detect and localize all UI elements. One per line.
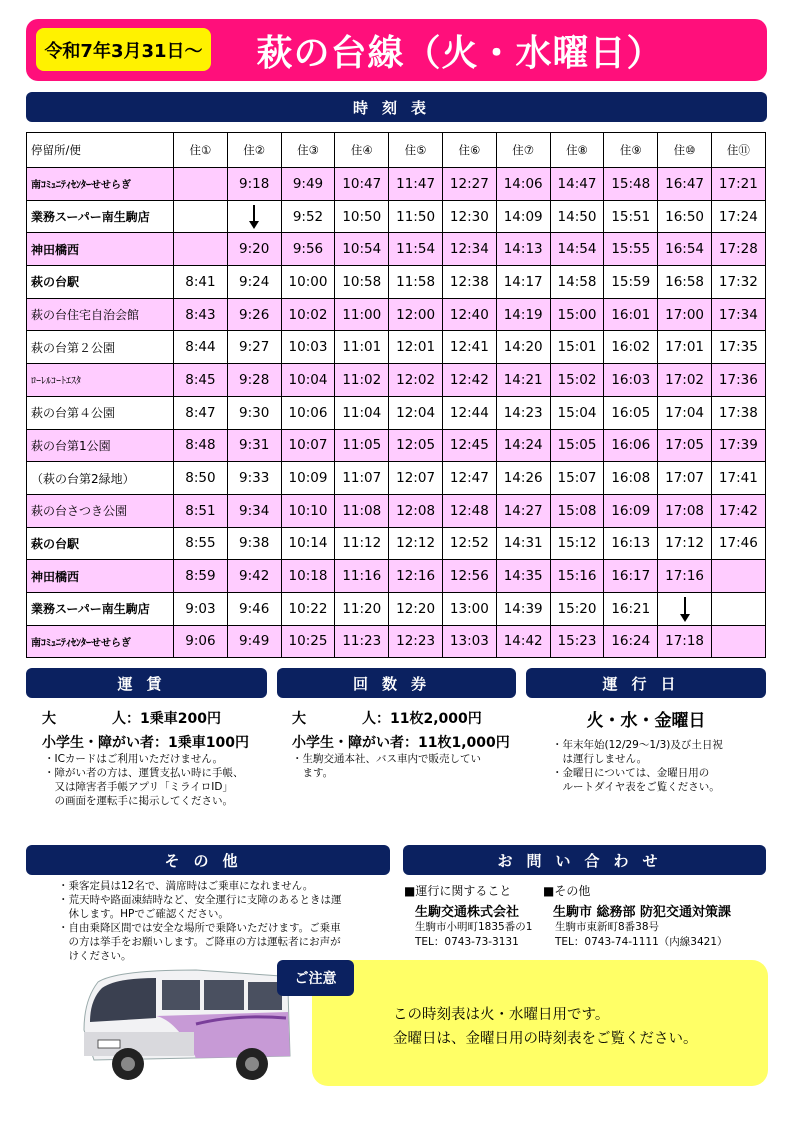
departure-time: 12:20	[389, 592, 443, 625]
timetable-row	[27, 331, 766, 364]
departure-time: 12:56	[442, 560, 496, 593]
departure-time: 10:03	[281, 331, 335, 364]
contact-operation-company: 生駒交通株式会社	[415, 905, 520, 920]
trip-header: 住①	[174, 133, 228, 168]
departure-time: 10:58	[335, 266, 389, 299]
departure-time: 16:08	[604, 462, 658, 495]
departure-time: 15:05	[550, 429, 604, 462]
departure-time: 17:16	[658, 560, 712, 593]
timetable-row	[27, 429, 766, 462]
departure-time: 12:12	[389, 527, 443, 560]
departure-time: 16:06	[604, 429, 658, 462]
contact-other-tel: TEL：0743-74-1111（内線3421）	[555, 936, 728, 948]
departure-time: 14:21	[496, 364, 550, 397]
departure-time: 9:49	[227, 625, 281, 658]
departure-time: 11:58	[389, 266, 443, 299]
departure-time: 10:02	[281, 298, 335, 331]
departure-time: 11:54	[389, 233, 443, 266]
departure-time: 11:20	[335, 592, 389, 625]
departure-time	[711, 560, 765, 593]
contact-operation-address: 生駒市小明町1835番の1	[415, 921, 533, 933]
departure-time: 12:52	[442, 527, 496, 560]
fare-adult	[42, 708, 221, 728]
departure-time: 17:34	[711, 298, 765, 331]
departure-time: 14:54	[550, 233, 604, 266]
departure-time: 9:56	[281, 233, 335, 266]
timetable-row	[27, 494, 766, 527]
departure-time: 9:52	[281, 200, 335, 233]
departure-time: 10:00	[281, 266, 335, 299]
departure-time: 16:58	[658, 266, 712, 299]
departure-time: 8:55	[174, 527, 228, 560]
departure-time: 15:23	[550, 625, 604, 658]
departure-time: 15:12	[550, 527, 604, 560]
departure-time: 11:05	[335, 429, 389, 462]
departure-time: 12:23	[389, 625, 443, 658]
other-notes: ・乗客定員は12名で、満席時はご乗車になれません。 ・荒天時や路面凍結時など、安全運行に支障のあるときは運 休します。HPでご確認ください。 ・自由乗降区間では安全な場所で乗降いただけます。ご乗車 の方は挙手をお願いします。ご降車の方は運転者にお声が けください。	[58, 880, 342, 962]
departure-time: 15:55	[604, 233, 658, 266]
trip-header: 住⑦	[496, 133, 550, 168]
service-days-notes: ・年末年始(12/29～1/3)及び土日祝 は運行しません。 ・金曜日については、金曜日用の ルートダイヤ表をご覧ください。	[552, 739, 723, 793]
departure-time: 14:50	[550, 200, 604, 233]
departure-time: 8:48	[174, 429, 228, 462]
contact-operation-label: ■運行に関すること	[404, 884, 512, 898]
departure-time: 11:50	[389, 200, 443, 233]
trip-header: 住③	[281, 133, 335, 168]
trip-header: 住⑨	[604, 133, 658, 168]
departure-time: 9:33	[227, 462, 281, 495]
departure-time: 12:44	[442, 396, 496, 429]
coupon-child-value: 11枚1,000円	[418, 735, 510, 751]
stop-name: ﾛｰﾚﾙｺｰﾄｴｽﾀ	[27, 364, 174, 397]
stop-name: 萩の台さつき公園	[27, 494, 174, 527]
departure-time: 10:22	[281, 592, 335, 625]
departure-time: 17:39	[711, 429, 765, 462]
notice-tab: ご注意	[277, 960, 354, 996]
departure-time: 17:36	[711, 364, 765, 397]
departure-time: 17:41	[711, 462, 765, 495]
down-arrow-icon	[658, 593, 711, 625]
departure-time: 17:07	[658, 462, 712, 495]
timetable	[26, 132, 766, 658]
coupon-child-label: 小学生・障がい者：	[292, 735, 418, 751]
departure-time: 12:42	[442, 364, 496, 397]
departure-time: 9:24	[227, 266, 281, 299]
departure-time: 12:38	[442, 266, 496, 299]
departure-time: 15:51	[604, 200, 658, 233]
coupon-notes: ・生駒交通本社、バス車内で販売してい ます。	[292, 753, 481, 779]
departure-time: 11:04	[335, 396, 389, 429]
timetable-row	[27, 168, 766, 201]
departure-time: 17:12	[658, 527, 712, 560]
departure-time: 13:03	[442, 625, 496, 658]
departure-time: 10:18	[281, 560, 335, 593]
departure-time: 12:02	[389, 364, 443, 397]
timetable-section-header: 時刻表	[26, 92, 767, 122]
departure-time: 14:35	[496, 560, 550, 593]
departure-time: 12:30	[442, 200, 496, 233]
departure-time: 17:04	[658, 396, 712, 429]
departure-time: 16:03	[604, 364, 658, 397]
coupon-adult-label: 大 人：	[292, 711, 390, 727]
departure-time: 12:41	[442, 331, 496, 364]
departure-time: 11:08	[335, 494, 389, 527]
departure-time: 15:20	[550, 592, 604, 625]
departure-time: 17:08	[658, 494, 712, 527]
departure-time: 10:10	[281, 494, 335, 527]
stop-name: 萩の台住宅自治会館	[27, 298, 174, 331]
departure-time: 9:42	[227, 560, 281, 593]
departure-time: 13:00	[442, 592, 496, 625]
departure-time: 17:02	[658, 364, 712, 397]
notice-text	[393, 1003, 698, 1051]
departure-time: 9:03	[174, 592, 228, 625]
departure-time: 15:08	[550, 494, 604, 527]
contact-other-org: 生駒市 総務部 防犯交通対策課	[553, 905, 732, 920]
departure-time: 15:02	[550, 364, 604, 397]
departure-time: 8:41	[174, 266, 228, 299]
departure-time: 16:17	[604, 560, 658, 593]
timetable-row	[27, 298, 766, 331]
departure-time: 9:20	[227, 233, 281, 266]
departure-time: 9:27	[227, 331, 281, 364]
departure-time: 17:42	[711, 494, 765, 527]
departure-time: 9:06	[174, 625, 228, 658]
departure-time: 11:12	[335, 527, 389, 560]
fare-child-value: 1乗車100円	[168, 735, 249, 751]
departure-time: 12:40	[442, 298, 496, 331]
stop-name: 萩の台駅	[27, 266, 174, 299]
trip-header: 住⑧	[550, 133, 604, 168]
fare-section-header: 運賃	[26, 668, 267, 698]
departure-time: 17:05	[658, 429, 712, 462]
departure-time: 17:46	[711, 527, 765, 560]
departure-time: 16:47	[658, 168, 712, 201]
departure-time: 17:21	[711, 168, 765, 201]
departure-time: 14:39	[496, 592, 550, 625]
departure-time: 11:01	[335, 331, 389, 364]
stop-name: 南ｺﾐｭﾆﾃｨｾﾝﾀｰせせらぎ	[27, 625, 174, 658]
pass-through-arrow	[658, 592, 712, 625]
timetable-row	[27, 266, 766, 299]
departure-time: 12:27	[442, 168, 496, 201]
contact-other-address: 生駒市東新町8番38号	[555, 921, 660, 933]
fare-adult-value: 1乗車200円	[140, 711, 221, 727]
departure-time: 11:02	[335, 364, 389, 397]
departure-time: 16:01	[604, 298, 658, 331]
timetable-row	[27, 200, 766, 233]
coupon-adult	[292, 708, 482, 728]
departure-time: 12:08	[389, 494, 443, 527]
departure-time: 16:02	[604, 331, 658, 364]
trip-header: 住④	[335, 133, 389, 168]
departure-time: 10:54	[335, 233, 389, 266]
timetable-row	[27, 527, 766, 560]
stop-name: （萩の台第2緑地）	[27, 462, 174, 495]
departure-time: 10:09	[281, 462, 335, 495]
departure-time: 12:01	[389, 331, 443, 364]
stop-column-header: 停留所/便	[27, 133, 174, 168]
departure-time: 15:59	[604, 266, 658, 299]
coupon-adult-value: 11枚2,000円	[390, 711, 482, 727]
departure-time: 14:47	[550, 168, 604, 201]
departure-time: 11:07	[335, 462, 389, 495]
other-section-header: その他	[26, 845, 390, 875]
departure-time: 9:26	[227, 298, 281, 331]
departure-time: 12:07	[389, 462, 443, 495]
departure-time: 10:47	[335, 168, 389, 201]
contact-section-header: お問い合わせ	[403, 845, 766, 875]
coupon-section-header: 回数券	[277, 668, 516, 698]
stop-name: 神田橋西	[27, 560, 174, 593]
stop-name: 南ｺﾐｭﾆﾃｨｾﾝﾀｰせせらぎ	[27, 168, 174, 201]
departure-time: 9:30	[227, 396, 281, 429]
fare-notes: ・ICカードはご利用いただけません。 ・障がい者の方は、運賃支払い時に手帳、 又は障害者手帳アプリ「ミライロID」 の画面を運転手に掲示してください。	[44, 753, 244, 807]
departure-time: 16:50	[658, 200, 712, 233]
departure-time	[174, 168, 228, 201]
departure-time	[711, 592, 765, 625]
pass-through-arrow	[227, 200, 281, 233]
departure-time: 8:51	[174, 494, 228, 527]
departure-time: 9:31	[227, 429, 281, 462]
timetable-row	[27, 625, 766, 658]
departure-time: 17:24	[711, 200, 765, 233]
bus-illustration	[76, 960, 296, 1088]
departure-time: 14:26	[496, 462, 550, 495]
departure-time: 14:19	[496, 298, 550, 331]
departure-time	[174, 233, 228, 266]
notice-line-1: この時刻表は火・水曜日用です。	[393, 1007, 610, 1023]
stop-name: 業務スーパー南生駒店	[27, 200, 174, 233]
stop-name: 萩の台第1公園	[27, 429, 174, 462]
departure-time: 14:58	[550, 266, 604, 299]
departure-time: 15:01	[550, 331, 604, 364]
stop-name: 萩の台第２公園	[27, 331, 174, 364]
stop-name: 萩の台第４公園	[27, 396, 174, 429]
trip-header: 住⑤	[389, 133, 443, 168]
fare-child	[42, 732, 249, 752]
departure-time: 10:06	[281, 396, 335, 429]
departure-time: 15:16	[550, 560, 604, 593]
departure-time: 12:47	[442, 462, 496, 495]
route-title: 萩の台線（火・水曜日）	[256, 32, 664, 74]
departure-time	[711, 625, 765, 658]
service-days: 火・水・金曜日	[586, 711, 706, 731]
stop-name: 萩の台駅	[27, 527, 174, 560]
departure-time: 10:14	[281, 527, 335, 560]
departure-time: 12:00	[389, 298, 443, 331]
departure-time: 14:20	[496, 331, 550, 364]
timetable-row	[27, 396, 766, 429]
timetable-row	[27, 364, 766, 397]
timetable-row	[27, 560, 766, 593]
departure-time: 9:38	[227, 527, 281, 560]
timetable-row	[27, 233, 766, 266]
departure-time: 12:45	[442, 429, 496, 462]
trip-header: 住⑥	[442, 133, 496, 168]
departure-time: 15:04	[550, 396, 604, 429]
fare-child-label: 小学生・障がい者：	[42, 735, 168, 751]
coupon-child	[292, 732, 510, 752]
notice-line-2: 金曜日は、金曜日用の時刻表をご覧ください。	[393, 1031, 698, 1047]
departure-time: 11:00	[335, 298, 389, 331]
down-arrow-icon	[228, 201, 281, 233]
departure-time: 10:07	[281, 429, 335, 462]
effective-date-badge: 令和7年3月31日～	[36, 28, 211, 71]
departure-time: 12:16	[389, 560, 443, 593]
departure-time: 9:28	[227, 364, 281, 397]
departure-time	[174, 200, 228, 233]
departure-time: 16:05	[604, 396, 658, 429]
departure-time: 11:23	[335, 625, 389, 658]
departure-time: 8:44	[174, 331, 228, 364]
departure-time: 16:24	[604, 625, 658, 658]
service-days-section-header: 運行日	[526, 668, 766, 698]
departure-time: 12:34	[442, 233, 496, 266]
departure-time: 16:54	[658, 233, 712, 266]
departure-time: 14:06	[496, 168, 550, 201]
timetable-row	[27, 592, 766, 625]
departure-time: 17:28	[711, 233, 765, 266]
stop-name: 業務スーパー南生駒店	[27, 592, 174, 625]
departure-time: 8:45	[174, 364, 228, 397]
departure-time: 16:21	[604, 592, 658, 625]
departure-time: 14:31	[496, 527, 550, 560]
departure-time: 8:50	[174, 462, 228, 495]
trip-header: 住⑩	[658, 133, 712, 168]
departure-time: 15:48	[604, 168, 658, 201]
departure-time: 17:35	[711, 331, 765, 364]
departure-time: 9:46	[227, 592, 281, 625]
departure-time: 8:43	[174, 298, 228, 331]
departure-time: 17:18	[658, 625, 712, 658]
departure-time: 8:59	[174, 560, 228, 593]
departure-time: 12:05	[389, 429, 443, 462]
departure-time: 14:24	[496, 429, 550, 462]
departure-time: 14:42	[496, 625, 550, 658]
departure-time: 17:01	[658, 331, 712, 364]
departure-time: 9:49	[281, 168, 335, 201]
timetable-header-row	[27, 133, 766, 168]
departure-time: 16:13	[604, 527, 658, 560]
fare-adult-label: 大 人：	[42, 711, 140, 727]
departure-time: 12:48	[442, 494, 496, 527]
departure-time: 17:00	[658, 298, 712, 331]
departure-time: 10:50	[335, 200, 389, 233]
timetable-row	[27, 462, 766, 495]
contact-operation-tel: TEL：0743-73-3131	[415, 936, 519, 948]
departure-time: 14:17	[496, 266, 550, 299]
departure-time: 15:00	[550, 298, 604, 331]
departure-time: 17:32	[711, 266, 765, 299]
departure-time: 9:34	[227, 494, 281, 527]
departure-time: 9:18	[227, 168, 281, 201]
departure-time: 10:25	[281, 625, 335, 658]
departure-time: 17:38	[711, 396, 765, 429]
departure-time: 8:47	[174, 396, 228, 429]
stop-name: 神田橋西	[27, 233, 174, 266]
departure-time: 10:04	[281, 364, 335, 397]
trip-header: 住⑪	[711, 133, 765, 168]
departure-time: 16:09	[604, 494, 658, 527]
trip-header: 住②	[227, 133, 281, 168]
departure-time: 14:09	[496, 200, 550, 233]
departure-time: 15:07	[550, 462, 604, 495]
departure-time: 14:23	[496, 396, 550, 429]
departure-time: 14:13	[496, 233, 550, 266]
contact-other-label: ■その他	[543, 884, 591, 898]
departure-time: 11:16	[335, 560, 389, 593]
departure-time: 14:27	[496, 494, 550, 527]
departure-time: 12:04	[389, 396, 443, 429]
departure-time: 11:47	[389, 168, 443, 201]
